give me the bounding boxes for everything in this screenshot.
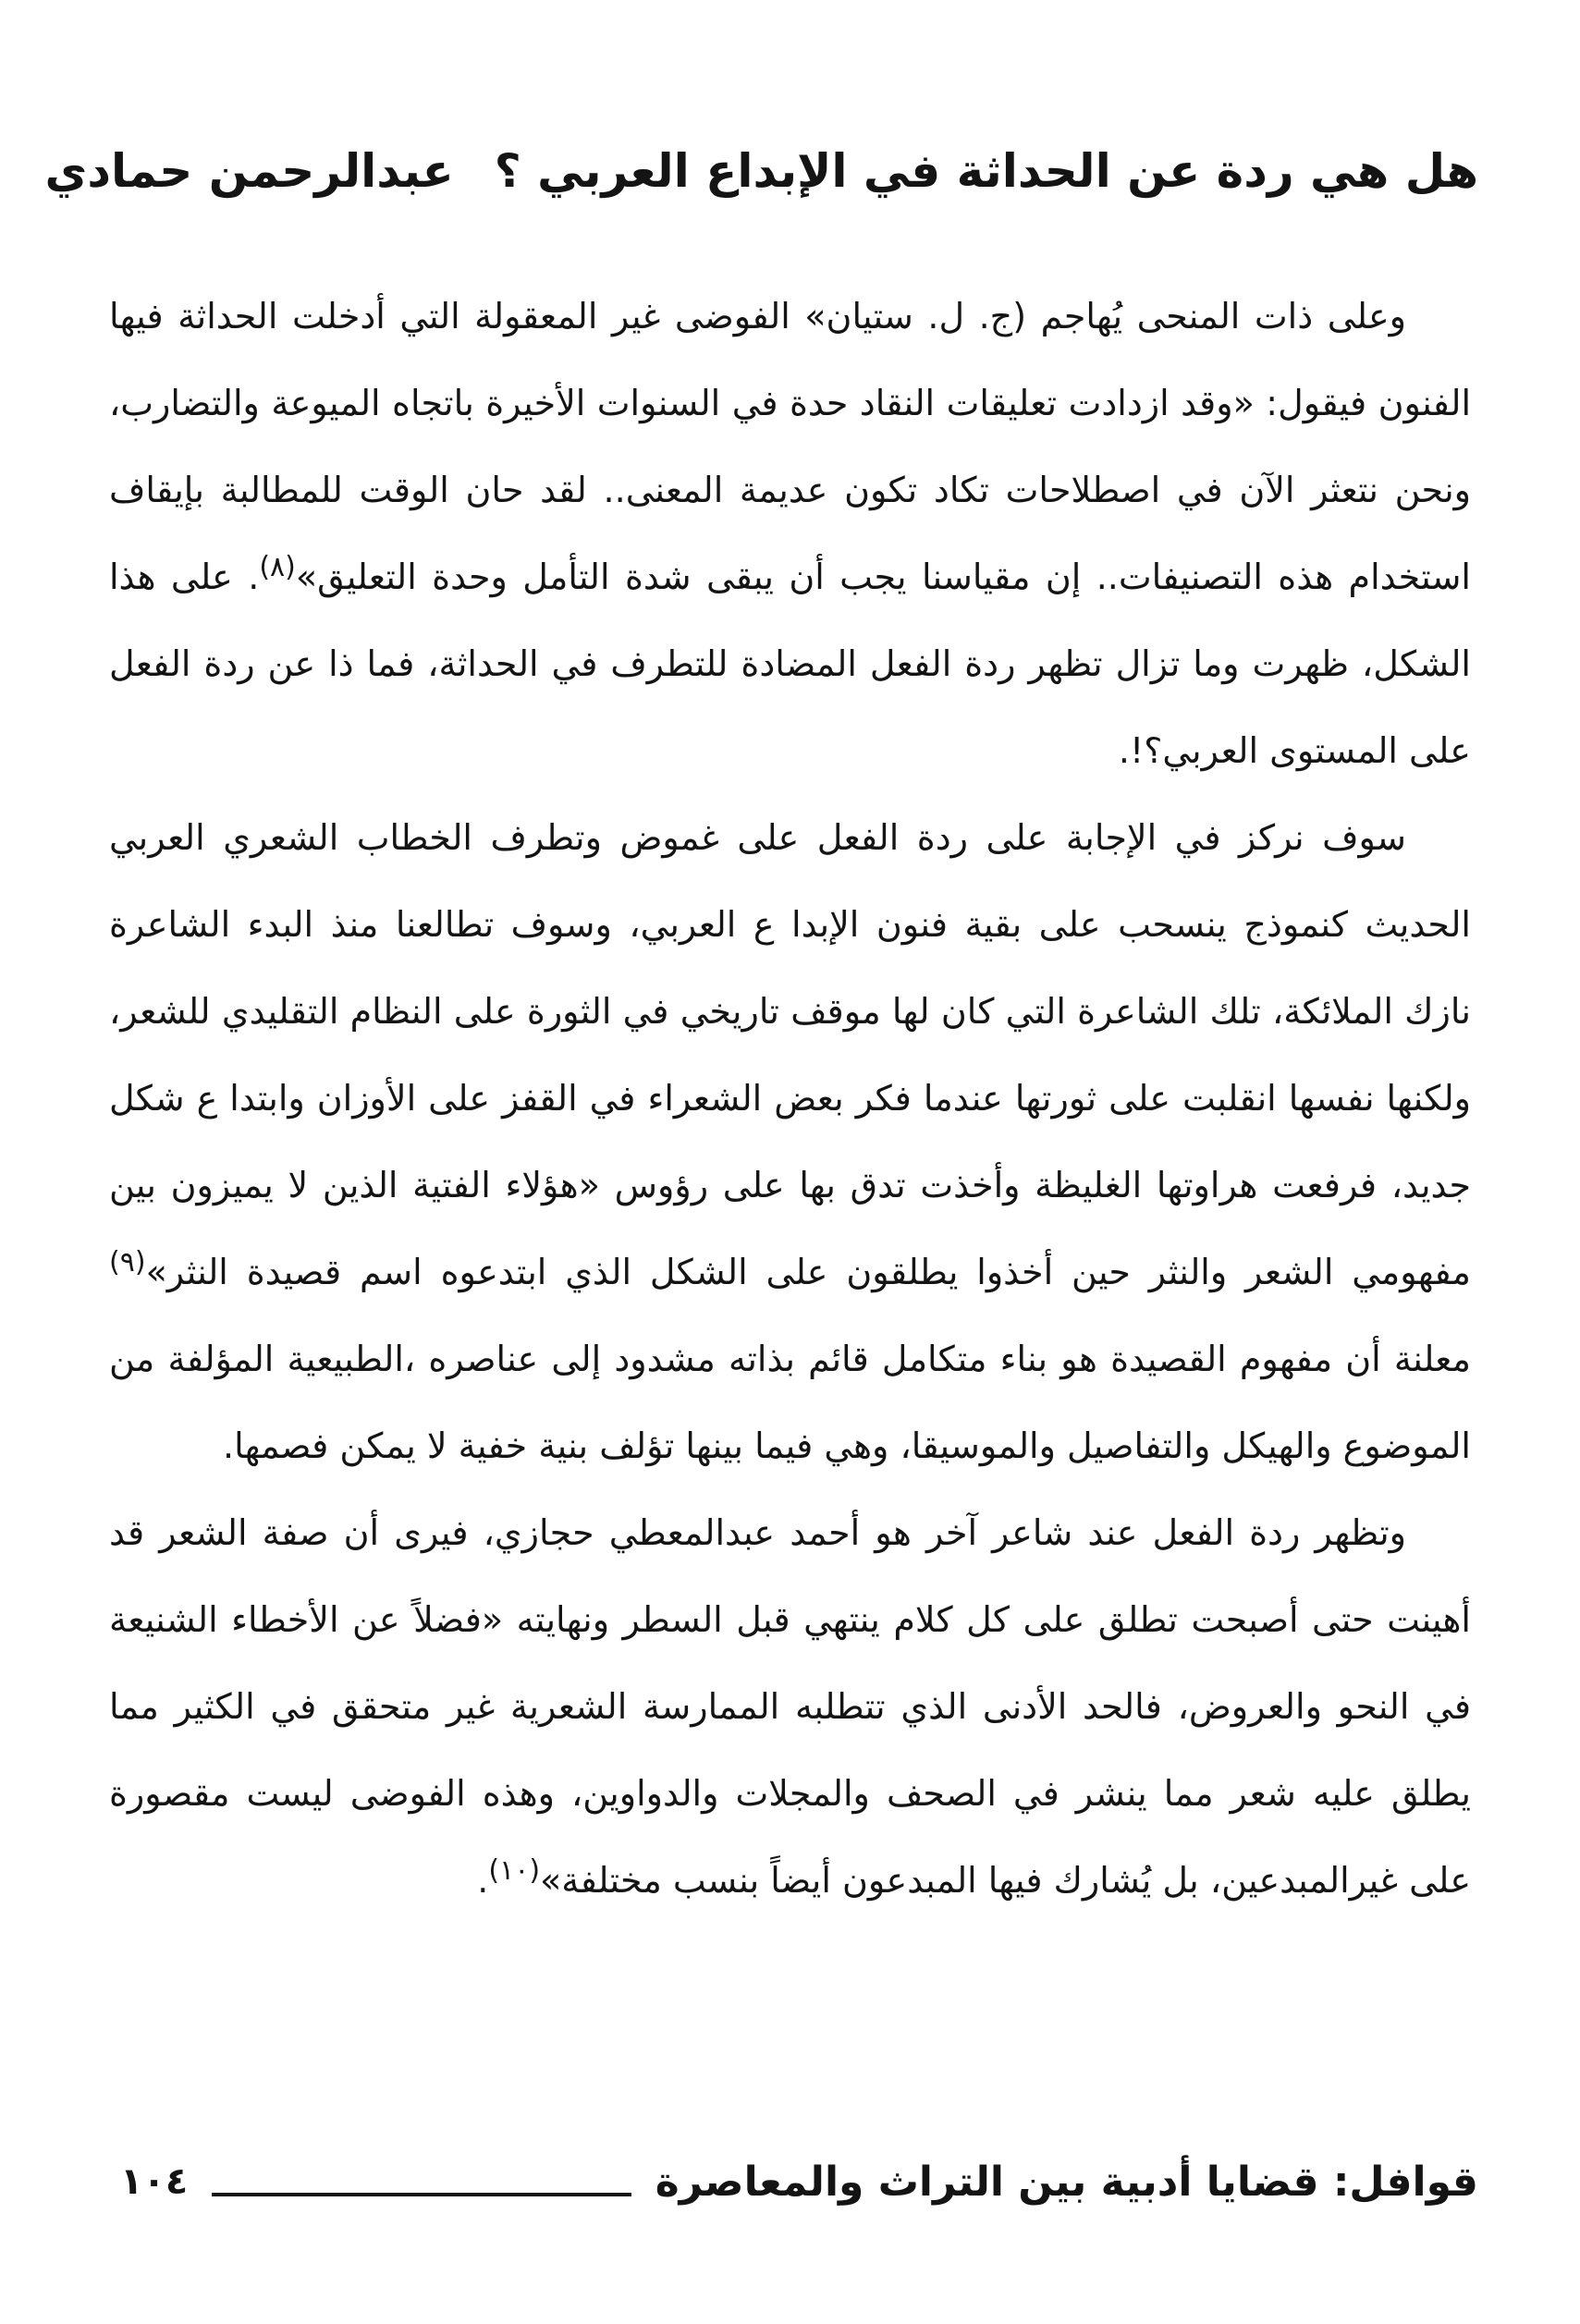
footnote-marker: (٨) — [259, 551, 296, 583]
header-title: هل هي ردة عن الحداثة في الإبداع العربي ؟ — [494, 144, 1478, 198]
paragraph-tail: . — [477, 1860, 489, 1901]
paragraph — [109, 273, 1471, 794]
footnote-marker: (٩) — [109, 1246, 146, 1278]
paragraph-text: سوف نركز في الإجابة على ردة الفعل على غموض وتطرف الخطاب الشعري العربي الحديث كنموذج ينسحب على بقية فنون الإبدا ع العربي، وسوف تطالعنا منذ البدء الشاعرة نازك الملائكة، تلك الشاعرة التي كان لها موقف تاريخي في الثورة على النظام التقليدي للشعر، ولكنها نفسها انقلبت على ثورتها عندما فكر بعض الشعراء في القفز على الأوزان وابتدا ع شكل جديد، فرفعت هراوتها الغليظة وأخذت تدق بها على رؤوس «هؤلاء الفتية الذين لا يميزون بين مفهومي الشعر والنثر حين أخذوا يطلقون على الشكل الذي ابتدعوه اسم قصيدة النثر» — [109, 817, 1471, 1292]
header-author: عبدالرحمن حمادي — [44, 144, 454, 198]
paragraph-tail: معلنة أن مفهوم القصيدة هو بناء متكامل قائم بذاته مشدود إلى عناصره ،الطبيعية المؤلفة من الموضوع والهيكل والتفاصيل والموسيقا، وهي فيما بينها تؤلف بنية خفية لا يمكن فصمها. — [109, 1339, 1471, 1466]
footer-rule — [212, 2193, 631, 2196]
paragraph — [109, 794, 1471, 1489]
running-footer — [120, 2145, 1478, 2219]
paragraph-tail: . على هذا الشكل، ظهرت وما تزال تظهر ردة الفعل المضادة للتطرف في الحداثة، فما ذا عن ردة الفعل على المستوى العربي؟!. — [109, 557, 1471, 771]
paragraph-text: وتظهر ردة الفعل عند شاعر آخر هو أحمد عبدالمعطي حجازي، فيرى أن صفة الشعر قد أهينت حتى أصبحت تطلق على كل كلام ينتهي قبل السطر ونهايته «فضلاً عن الأخطاء الشنيعة في النحو والعروض، فالحد الأدنى الذي تتطلبه الممارسة الشعرية غير متحقق في الكثير مما يطلق عليه شعر مما ينشر في الصحف والمجلات والدواوين، وهذه الفوضى ليست مقصورة على غيرالمبدعين، بل يُشارك فيها المبدعون أيضاً بنسب مختلفة» — [109, 1512, 1471, 1901]
body-text — [109, 273, 1471, 1924]
running-header — [44, 129, 1478, 213]
paragraph — [109, 1489, 1471, 1924]
footer-series-title: قوافل: قضايا أدبية بين التراث والمعاصرة — [655, 2158, 1478, 2206]
footnote-marker: (١٠) — [488, 1854, 541, 1887]
page-number: ١٠٤ — [120, 2160, 189, 2203]
paragraph-text: وعلى ذات المنحى يُهاجم (ج. ل. ستيان» الفوضى غير المعقولة التي أدخلت الحداثة فيها الفنون فيقول: «وقد ازدادت تعليقات النقاد حدة في السنوات الأخيرة باتجاه الميوعة والتضارب، ونحن نتعثر الآن في اصطلاحات تكاد تكون عديمة المعنى.. لقد حان الوقت للمطالبة بإيقاف استخدام هذه التصنيفات.. إن مقياسنا يجب أن يبقى شدة التأمل وحدة التعليق» — [109, 296, 1471, 597]
